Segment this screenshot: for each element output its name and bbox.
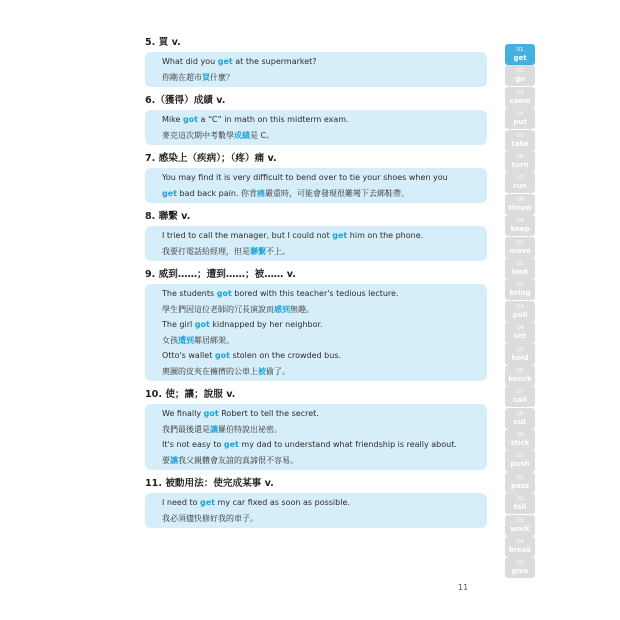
keyword-highlight: get <box>332 231 348 240</box>
example-line <box>162 70 487 86</box>
tab-number: 12 <box>516 282 524 289</box>
tab-number: 01 <box>516 47 524 54</box>
tab-word: knock <box>508 374 532 383</box>
example-text: 奧圖的皮夾在擁擠的公車上 <box>162 366 258 376</box>
example-text: my dad to understand what friendship is really about. <box>238 440 457 449</box>
tab-word: pull <box>512 310 528 319</box>
example-line <box>162 128 487 144</box>
keyword-highlight: got <box>214 351 230 360</box>
example-text: at the supermarket? <box>232 57 317 66</box>
sense-title: 8. 聯繫 v. <box>145 211 191 222</box>
tab-take[interactable] <box>505 130 535 151</box>
example-line <box>162 364 487 380</box>
sense-title: 9. 威到……；遭到……；被…… v. <box>145 269 296 280</box>
example-line <box>162 406 487 422</box>
tab-word: set <box>513 332 527 341</box>
tab-word: push <box>510 460 530 469</box>
tab-number: 21 <box>516 474 524 481</box>
example-text: 我們最後還是 <box>162 424 210 434</box>
tab-turn[interactable] <box>505 151 535 172</box>
example-line <box>162 170 487 186</box>
tab-number: 13 <box>516 303 524 310</box>
tab-word: pass <box>510 481 530 490</box>
tab-number: 23 <box>516 517 524 524</box>
keyword-highlight: got <box>203 409 219 418</box>
tab-number: 05 <box>516 132 524 139</box>
example-text: I tried to call the manager, but I could not <box>162 231 333 240</box>
keyword-highlight: got <box>216 289 232 298</box>
example-box <box>145 52 487 87</box>
tab-word: turn <box>511 161 529 169</box>
keyword-highlight: got <box>182 115 198 124</box>
sense-title: 6.（獲得）成績 v. <box>145 95 226 106</box>
keyword-highlight: 讓 <box>170 455 178 465</box>
keyword-highlight: got <box>194 320 210 329</box>
tab-work[interactable] <box>505 515 535 536</box>
tab-number: 22 <box>516 496 524 503</box>
tab-number: 19 <box>516 432 524 439</box>
tab-hold[interactable] <box>505 343 535 364</box>
tab-go[interactable] <box>505 65 535 86</box>
dictionary-content <box>145 36 487 535</box>
tab-number: 15 <box>516 346 524 353</box>
sense-title: 11. 被動用法：使完成某事 v. <box>145 478 274 489</box>
sense-title: 5. 買 v. <box>145 37 181 48</box>
tab-number: 17 <box>516 389 524 396</box>
example-text: 無趣。 <box>290 304 314 314</box>
keyword-highlight: get <box>223 440 239 449</box>
tab-word: take <box>511 139 529 148</box>
example-text: 偷了。 <box>266 366 290 376</box>
example-line <box>162 495 487 511</box>
example-text: kidnapped by her neighbor. <box>209 320 323 329</box>
sense-entry <box>145 152 487 203</box>
example-box <box>145 284 487 381</box>
tab-word: call <box>513 396 527 405</box>
tab-number: 03 <box>516 89 524 96</box>
tab-number: 08 <box>516 196 524 203</box>
tab-word: throw <box>508 203 532 212</box>
example-text: I need to <box>162 498 201 507</box>
page-number: 11 <box>458 583 469 592</box>
tab-word: go <box>515 75 525 84</box>
keyword-highlight: get <box>162 188 177 198</box>
tab-word: fall <box>513 503 527 512</box>
tab-word: hold <box>511 353 529 362</box>
tab-word: cut <box>513 417 527 426</box>
keyword-highlight: 聯繫 <box>250 246 266 256</box>
tab-push[interactable] <box>505 450 535 471</box>
keyword-highlight: get <box>200 498 215 507</box>
example-box <box>145 226 487 261</box>
tab-come[interactable] <box>505 87 535 108</box>
example-text: 我要打電話給經理，但是 <box>162 246 250 256</box>
keyword-highlight: 感到 <box>274 304 290 314</box>
tab-word: bring <box>509 289 531 298</box>
tab-word: put <box>513 118 527 127</box>
example-text: It's not easy to <box>162 440 224 449</box>
tab-number: 11 <box>516 260 524 267</box>
tab-word: work <box>510 524 530 533</box>
tab-bring[interactable] <box>505 279 535 300</box>
example-text: Mike <box>162 115 183 124</box>
tab-pull[interactable] <box>505 301 535 322</box>
example-text: The girl <box>162 320 195 329</box>
tab-word: break <box>508 546 532 555</box>
tab-throw[interactable] <box>505 194 535 215</box>
sense-entry <box>145 388 487 470</box>
tab-number: 07 <box>516 175 524 182</box>
sense-entry <box>145 210 487 261</box>
example-line <box>162 112 487 128</box>
example-text: You may find it is very difficult to bend over to tie your shoes when you <box>162 173 448 182</box>
example-line <box>162 302 487 318</box>
keyword-highlight: 成績 <box>234 130 250 140</box>
example-text: him on the phone. <box>347 231 424 240</box>
example-line <box>162 228 487 244</box>
tab-fall[interactable] <box>505 493 535 514</box>
example-text: 女孩 <box>162 335 178 345</box>
tab-call[interactable] <box>505 386 535 407</box>
example-text: Otto's wallet <box>162 351 215 360</box>
tab-number: 20 <box>516 453 524 460</box>
example-line <box>162 422 487 438</box>
tab-look[interactable] <box>505 258 535 279</box>
example-text: 什麼？ <box>210 72 234 82</box>
tab-move[interactable] <box>505 237 535 258</box>
example-line <box>162 54 487 70</box>
keyword-highlight: 被 <box>258 366 266 376</box>
example-box <box>145 110 487 145</box>
example-line <box>162 437 487 453</box>
example-text: 鄰居綁架。 <box>194 335 234 345</box>
example-box <box>145 404 487 470</box>
sense-entry <box>145 36 487 87</box>
example-text: 要 <box>162 455 170 465</box>
tab-pass[interactable] <box>505 472 535 493</box>
tab-knock[interactable] <box>505 365 535 386</box>
keyword-highlight: 買 <box>202 72 210 82</box>
example-text: a “C” in math on this midterm exam. <box>197 115 349 124</box>
tab-keep[interactable] <box>505 215 535 236</box>
word-index-tabs <box>505 44 535 579</box>
keyword-highlight: 讓 <box>210 424 218 434</box>
example-line <box>162 333 487 349</box>
example-line <box>162 348 487 364</box>
tab-break[interactable] <box>505 536 535 557</box>
example-text: 麥克這次期中考數學 <box>162 130 234 140</box>
tab-word: stick <box>510 439 530 448</box>
example-line <box>162 286 487 302</box>
example-text: 是 C。 <box>250 130 275 140</box>
tab-number: 04 <box>516 111 524 118</box>
tab-word: keep <box>510 225 530 234</box>
example-line <box>162 317 487 333</box>
keyword-highlight: 痛 <box>257 188 266 198</box>
sense-title: 7. 感染上（疾病）；（疼）痛 v. <box>145 153 277 164</box>
tab-get[interactable] <box>505 44 535 65</box>
tab-word: look <box>511 267 529 276</box>
tab-word: run <box>513 182 527 191</box>
example-text: bored with this teacher's tedious lecture. <box>231 289 399 298</box>
sense-entry <box>145 94 487 145</box>
tab-word: move <box>509 246 531 255</box>
example-box <box>145 168 487 203</box>
example-text: stolen on the crowded bus. <box>229 351 342 360</box>
tab-number: 10 <box>516 239 524 246</box>
example-text: 不上。 <box>266 246 290 256</box>
sense-entry <box>145 268 487 381</box>
tab-put[interactable] <box>505 108 535 129</box>
tab-word: come <box>509 96 531 105</box>
example-text: Robert to tell the secret. <box>218 409 319 418</box>
tab-number: 14 <box>516 325 524 332</box>
tab-word: give <box>511 567 529 576</box>
tab-run[interactable] <box>505 172 535 193</box>
tab-number: 06 <box>516 154 524 160</box>
tab-number: 25 <box>516 560 524 567</box>
tab-number: 24 <box>516 539 524 546</box>
tab-number: 18 <box>516 410 524 417</box>
tab-cut[interactable] <box>505 408 535 429</box>
example-text: 學生們因這位老師的冗長演說而 <box>162 304 274 314</box>
tab-stick[interactable] <box>505 429 535 450</box>
example-line <box>162 186 487 202</box>
example-text: What did you <box>162 57 218 66</box>
example-line <box>162 244 487 260</box>
example-text: 我父親體會友誼的真諦很不容易。 <box>178 455 298 465</box>
example-text: 羅伯特說出祕密。 <box>218 424 282 434</box>
tab-number: 16 <box>516 367 524 374</box>
tab-number: 09 <box>516 218 524 225</box>
sense-title: 10. 使；讓；說服 v. <box>145 389 236 400</box>
example-line <box>162 511 487 527</box>
example-text: 我必須儘快修好我的車子。 <box>162 513 258 523</box>
tab-set[interactable] <box>505 322 535 343</box>
example-line <box>162 453 487 469</box>
keyword-highlight: 遭到 <box>178 335 194 345</box>
example-text: We finally <box>162 409 204 418</box>
sense-entry <box>145 477 487 528</box>
example-text: 嚴重時，可能會發現很難彎下去綁鞋帶。 <box>265 188 410 198</box>
keyword-highlight: get <box>217 57 233 66</box>
example-text: my car fixed as soon as possible. <box>215 498 350 507</box>
example-text: 你剛在超市 <box>162 72 202 82</box>
tab-give[interactable] <box>505 557 535 578</box>
tab-number: 02 <box>516 68 524 75</box>
example-box <box>145 493 487 528</box>
example-text: The students <box>162 289 217 298</box>
example-text: bad back pain. 你背 <box>176 188 258 198</box>
tab-word: get <box>513 54 527 63</box>
